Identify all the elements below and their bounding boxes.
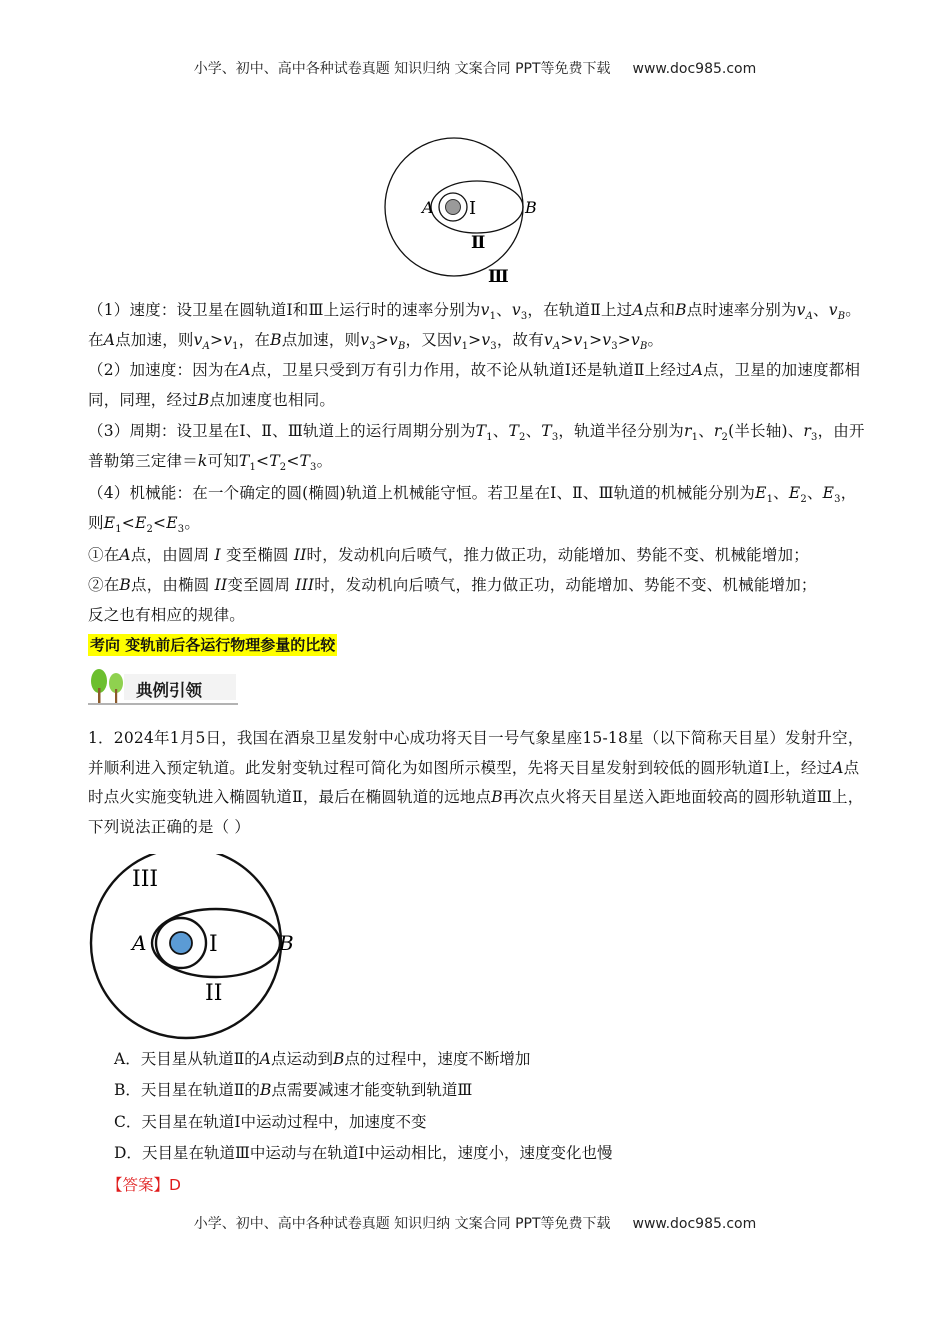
planet-icon [446,200,461,215]
orbit-2-label: II [205,981,223,1006]
header-text: 小学、初中、高中各种试卷真题 知识归纳 文案合同 PPT等免费下载 [193,61,611,77]
topic-heading: 考向 变轨前后各运行物理参量的比较 [90,636,336,654]
header-site-link[interactable]: www.doc985.com [632,61,757,77]
banner-label: 典例引领 [136,681,202,700]
note-speed: （1）速度：设卫星在圆轨道Ⅰ和Ⅲ上运行时的速率分别为$v_1$、$v_3$，在轨道Ⅱ上过A点和B点时速率分别为$v_A$、$v_B$。在A点加速，则$v_A>v_1$，在B点加速，则$v_3>v_B$，又因$v_1>v_3$，故有$v_A>v_1>v_3>v_B$。 [88,301,861,352]
footer-site-link[interactable]: www.doc985.com [632,1216,757,1232]
answer-label: 【答案】 [107,1176,170,1194]
orbit-3-label: III [132,867,159,892]
note-case-1: ①在A点，由圆周 I 变至椭圆 II时，发动机向后喷气，推力做正功，动能增加、势能不变、机械能增加； [88,546,809,564]
page-footer [0,1213,950,1233]
option-a[interactable]: A．天目星从轨道Ⅱ的A点运动到B点的过程中，速度不断增加 [114,1050,531,1068]
note-energy: （4）机械能：在一个确定的圆(椭圆)轨道上机械能守恒。若卫星在Ⅰ、Ⅱ、Ⅲ轨道的机械能分别为$E_1$、$E_2$、$E_3$，则$E_1<E_2<E_3$。 [88,484,857,535]
orbit-1-label: I [209,932,218,957]
point-b-label: B [525,198,537,217]
orbit-1-label: Ⅰ [469,198,477,219]
note-reverse: 反之也有相应的规律。 [88,606,246,624]
option-c[interactable]: C．天目星在轨道Ⅰ中运动过程中，加速度不变 [114,1113,427,1131]
note-acceleration: （2）加速度：因为在A点，卫星只受到万有引力作用，故不论从轨道Ⅰ还是轨道Ⅱ上经过A点，卫星的加速度都相同，同理，经过B点加速度也相同。 [88,361,861,409]
footer-text: 小学、初中、高中各种试卷真题 知识归纳 文案合同 PPT等免费下载 [193,1216,611,1232]
point-a-label: A [422,198,434,217]
point-b-label: B [279,931,294,955]
answer-value: D [169,1176,181,1194]
orbit-2-ellipse [431,181,523,233]
orbit-diagram-1 [370,136,540,291]
note-period: （3）周期：设卫星在Ⅰ、Ⅱ、Ⅲ轨道上的运行周期分别为$T_1$、$T_2$、$T_3$，轨道半径分别为$r_1$、$r_2$(半长轴)、$r_3$，由开普勒第三定律＝k可知$T_1<T_2<T_3$。 [88,422,865,473]
answer [107,1174,181,1196]
point-a-label: A [132,931,147,955]
option-d[interactable]: D．天目星在轨道Ⅲ中运动与在轨道Ⅰ中运动相比，速度小，速度变化也慢 [114,1144,613,1162]
orbit-2-label: Ⅱ [471,233,486,253]
note-case-2: ②在B点，由椭圆 II变至圆周 III时，发动机向后喷气，推力做正功，动能增加、势能不变、机械能增加； [88,576,817,594]
question-stem: 1．2024年1月5日，我国在酒泉卫星发射中心成功将天目一号气象星座15-18星（以下简称天目星）发射升空，并顺利进入预定轨道。此发射变轨过程可简化为如图所示模型，先将天目星发射到较低的圆形轨道Ⅰ上，经过A点时点火实施变轨进入椭圆轨道Ⅱ，最后在椭圆轨道的远地点B再次点火将天目星送入距地面较高的圆形轨道Ⅲ上，下列说法正确的是（ ） [88,729,864,836]
orbit-3-label: Ⅲ [488,267,509,287]
tree-icon [91,669,123,703]
orbit-diagram-2 [82,854,302,1044]
option-b[interactable]: B．天目星在轨道Ⅱ的B点需要减速才能变轨到轨道Ⅲ [114,1081,473,1099]
planet-icon [170,932,192,954]
page-header [0,58,950,78]
